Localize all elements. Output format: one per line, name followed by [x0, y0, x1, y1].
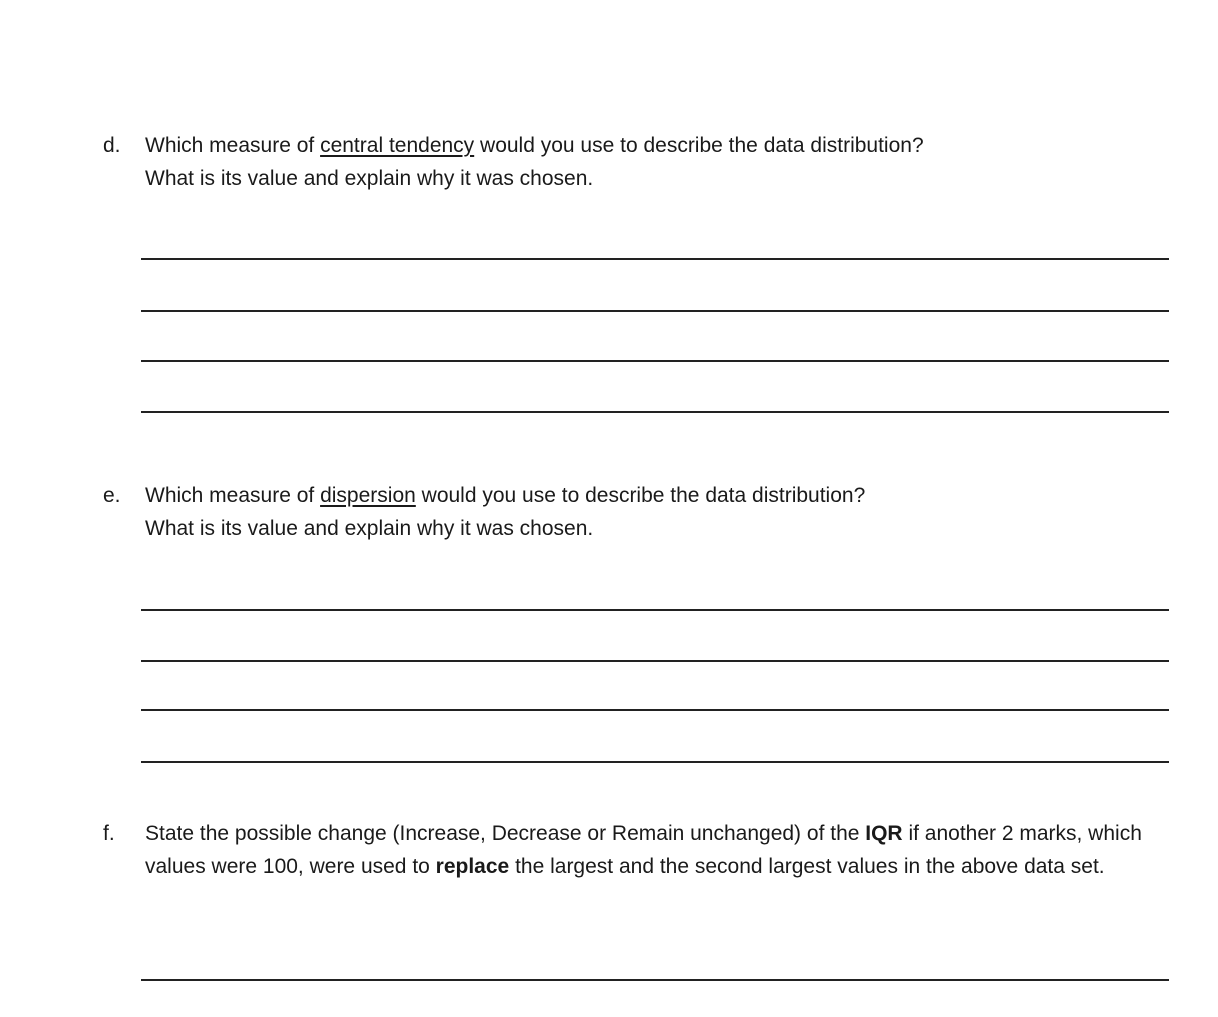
question-f-text-part-2: if another 2 marks, which values were 100, were used to: [145, 822, 1142, 878]
answer-line-d-4[interactable]: [141, 411, 1169, 413]
question-d-text-after: would you use to describe the data distribution?: [474, 134, 924, 157]
question-f-text-part-3: the largest and the second largest values in the above data set.: [509, 855, 1105, 878]
question-d-line-1: [145, 129, 1170, 162]
question-f-text-part-1: State the possible change (Increase, Decrease or Remain unchanged) of the: [145, 822, 866, 845]
question-d-line-2: What is its value and explain why it was chosen.: [145, 167, 594, 190]
question-e-line-2: What is its value and explain why it was chosen.: [145, 517, 594, 540]
answer-line-e-1[interactable]: [141, 609, 1169, 611]
question-e-text: [145, 479, 1170, 545]
answer-line-e-2[interactable]: [141, 660, 1169, 662]
answer-line-e-4[interactable]: [141, 761, 1169, 763]
question-f-text: [145, 817, 1165, 883]
answer-line-e-3[interactable]: [141, 709, 1169, 711]
answer-line-d-2[interactable]: [141, 310, 1169, 312]
question-e-line-1: [145, 479, 1170, 512]
answer-line-d-1[interactable]: [141, 258, 1169, 260]
question-e-key-term: dispersion: [320, 484, 416, 507]
question-f-label: f.: [103, 822, 115, 845]
question-e-label: e.: [103, 484, 121, 507]
question-e-text-before: Which measure of: [145, 484, 321, 507]
answer-line-d-3[interactable]: [141, 360, 1169, 362]
question-f-iqr-term: IQR: [865, 822, 903, 845]
question-d-key-term: central tendency: [320, 134, 475, 157]
question-e-text-after: would you use to describe the data distribution?: [415, 484, 866, 507]
question-d-text-before: Which measure of: [145, 134, 321, 157]
question-d-label: d.: [103, 134, 121, 157]
question-d-text: [145, 129, 1170, 195]
answer-line-f-1[interactable]: [141, 979, 1169, 981]
question-f-replace-term: replace: [435, 855, 510, 878]
